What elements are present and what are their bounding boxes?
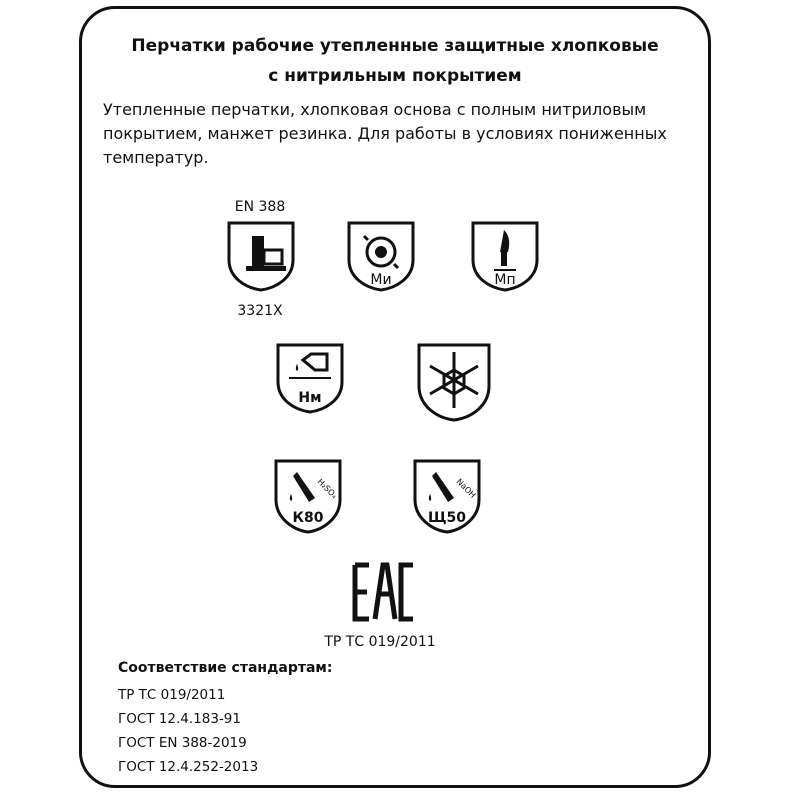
abrasion-label: Ми xyxy=(370,272,392,288)
cold-shield-icon xyxy=(416,342,492,422)
en388-label: EN 388 xyxy=(234,199,286,215)
list-item: ГОСТ 12.4.183-91 xyxy=(118,711,241,727)
cut-label: Мп xyxy=(494,272,516,288)
oil-label: Нм xyxy=(298,390,322,406)
product-description: Утепленные перчатки, хлопковая основа с полным нитриловым покрытием, манжет резинка. Для работы в условиях пониженных температур. xyxy=(103,100,667,167)
eac-mark-icon xyxy=(351,562,417,626)
alkali-label: Щ50 xyxy=(427,510,467,526)
list-item: ГОСТ 12.4.252-2013 xyxy=(118,759,259,775)
svg-text:H₂SO₄: H₂SO₄ xyxy=(315,477,339,501)
acid-label: К80 xyxy=(292,510,324,526)
list-item: ТР ТС 019/2011 xyxy=(118,687,226,703)
product-title-line2: с нитрильным покрытием xyxy=(268,66,522,86)
en388-score: 3321X xyxy=(237,303,283,319)
regulation-label: ТР ТС 019/2011 xyxy=(324,634,436,650)
standards-title: Соответствие стандартам: xyxy=(118,660,333,676)
en388-mechanical-shield-icon xyxy=(226,220,296,292)
list-item: ГОСТ EN 388-2019 xyxy=(118,735,247,751)
svg-text:NaOH: NaOH xyxy=(454,477,478,500)
product-title: Перчатки рабочие утепленные защитные хлопковые xyxy=(131,36,659,56)
standards-list xyxy=(118,686,258,782)
